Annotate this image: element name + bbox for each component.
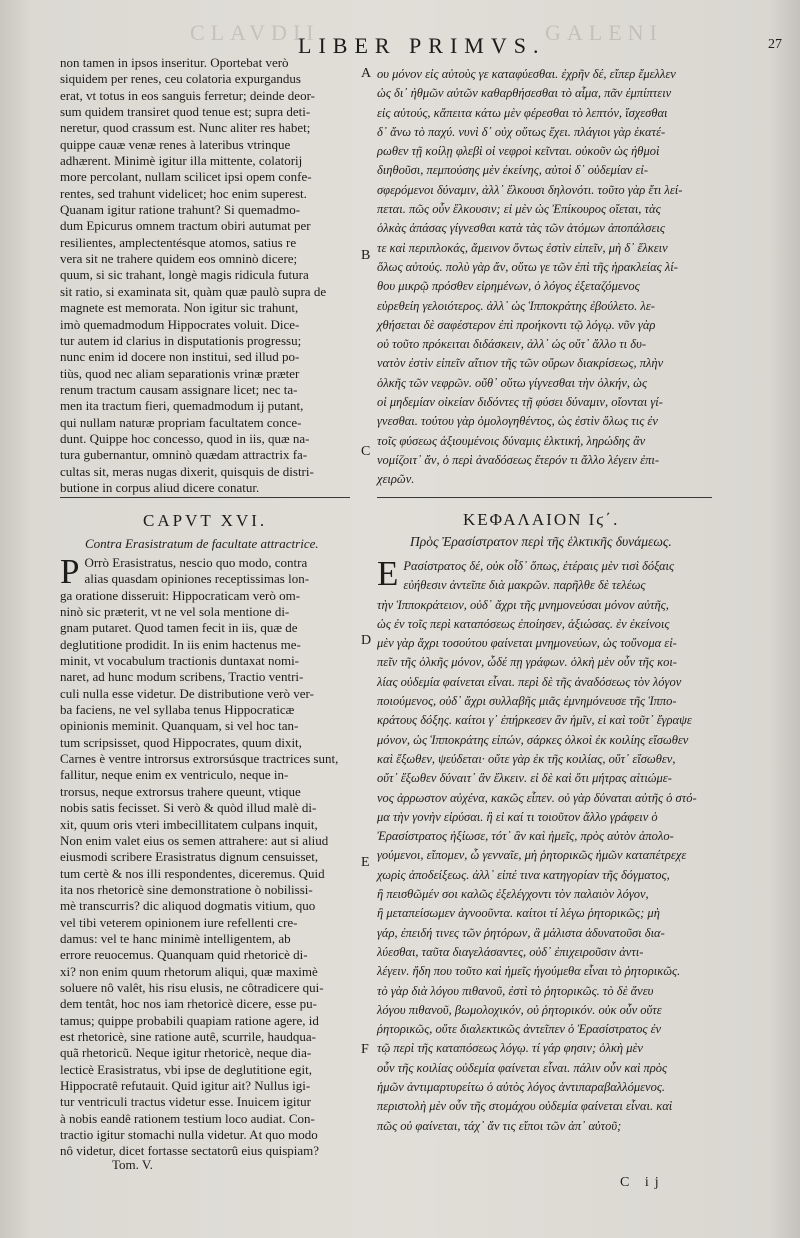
latin-line: à nobis eandê rationem testium loco audiat. Con- <box>60 1110 315 1126</box>
latin-line: Carnes è ventre introrsus extrorsúsque tractrices sunt, <box>60 751 339 767</box>
latin-line: damus: vel te hanc minimè intelligentem, ab <box>60 930 291 946</box>
greek-line: ἢ μεταπείσωμεν ἀγνοοῦντα. καίτοι τί λέγω ῥητορικῶς; μὴ <box>377 906 660 921</box>
volume-label: Tom. V. <box>112 1157 153 1172</box>
latin-line: tura gubernantur, omninò quædam attractrix fa- <box>60 447 308 463</box>
greek-line: ρωθεν τῇ κοίλῃ φλεβὶ οἱ νεφροὶ κεῖνται. οὐκοῦν ὡς ἠθμοὶ <box>377 144 660 159</box>
latin-line: more percolant, nullam scilicet ipsi opem confe- <box>60 169 312 185</box>
greek-line: τὴν Ἱπποκράτειον, οὐδ᾽ ἄχρι τῆς μνημονεύσαι μόνον αὐτῆς, <box>377 597 669 612</box>
greek-line: ποιούμενος, οὐδ᾽ ἄχρι συλλαβῆς μιᾶς ἐμνημόνευσε τῆς Ἱππο- <box>377 694 677 709</box>
greek-line: γούμενοι, εἴπομεν, ὦ γενναῖε, μὴ ῥητορικῶς ἡμῶν καταπέτρεχε <box>377 848 687 863</box>
margin-letter-d: D <box>361 633 372 648</box>
latin-line: dem tentât, hoc nos iam rhetoricè dicere, esse pu- <box>60 996 318 1012</box>
greek-line: σφερόμενοι δύναμιν, ἀλλ᾽ ἕλκουσι δηλονότι. τοῦτο γὰρ ἔτι λεί- <box>377 182 683 197</box>
margin-letter-f: F <box>361 1042 369 1057</box>
latin-line: minit, vt vocabulum tractionis duntaxat nomi- <box>60 653 300 669</box>
section-rule-right <box>377 497 712 498</box>
greek-line: τε καὶ περιπλοκάς, ἄμεινον ὄντως ἐστὶν εἰπεῖν, μὴ δ᾽ ἕλκειν <box>377 240 668 255</box>
latin-line: naret, ad hunc modum scribens, Tractio ventri- <box>60 669 304 685</box>
greek-line: λέγειν. ἤδη που τοῦτο καὶ ἡμεῖς ἡγούμεθα εἶναι τὸ ῥητορικῶς. <box>377 964 681 979</box>
latin-line: men ita tractum fieri, quemadmodum ij putant, <box>60 398 304 414</box>
latin-line: trorsus, neque extrorsus trahere queunt, vtique <box>60 783 301 799</box>
latin-line: fallitur, neque enim ex ventriculo, neque in- <box>60 767 289 783</box>
greek-line: Ρασίστρατος δέ, οὐκ οἶδ᾽ ὅπως, ἑτέραις μὲν τισὶ δόξαις <box>403 559 675 573</box>
greek-line: εὐήθεσιν ἀντεῖπε διὰ μακρῶν. παρῆλθε δὲ τελέως <box>403 578 646 593</box>
greek-line: πεῖν τῆς ὁλκῆς μόνον, ὧδέ πῃ γράφων. ὁλκὴ μὲν οὖν τῆς κοι- <box>377 655 677 670</box>
latin-chapter-lines <box>60 552 360 1160</box>
greek-line: λόγου πιθανοῦ, βωμολοχικόν, οὐ ῥητορικόν. οὐκ οὖν οὔτε <box>377 1002 662 1017</box>
latin-line: cultas sit, meras nugas dixerit, quisquis de distri- <box>60 463 314 479</box>
bleed-through-text-right: GALENI <box>545 20 663 45</box>
greek-line: διηθοῦσι, πεμπούσης μὲν ἐκείνης, αὐτοὶ δ᾽ οὐδεμίαν εἰ- <box>377 163 649 178</box>
latin-line: ga oratione disseruit: Hippocraticam verò om- <box>60 587 301 603</box>
margin-letter-c: C <box>361 444 371 459</box>
greek-line: θου μικρῷ πρόσθεν εἰρημένων, ὁ λόγος ἐξεταζόμενος <box>377 279 640 294</box>
latin-line: opinionis meminit. Quanquam, si vel hoc tan- <box>60 718 299 734</box>
signature-mark: C ij <box>620 1175 665 1190</box>
latin-line: quum, si sic trahant, longè magis ridicula futura <box>60 267 309 283</box>
greek-line: ἡμῶν ἀντιμαρτυρείτω ὁ αὐτὸς λόγος ἀντιπαραβαλλόμενος. <box>377 1080 666 1095</box>
drop-cap-greek: Ε <box>377 554 399 593</box>
greek-line: οἱ μηδεμίαν οἰκείαν διδόντες τῇ φύσει δύναμιν, οἴονται γί- <box>377 395 663 410</box>
greek-line: ὡς δι᾽ ἠθμῶν αὐτῶν καθαρθήσεσθαι τὸ αἷμα, πᾶν ἐμπίπτειν <box>377 86 672 101</box>
latin-line: tum certè & nos illi respondentes, diceremus. Quid <box>60 865 325 881</box>
latin-line: gnam putaret. Quod tamen fecit in iis, quæ de <box>60 620 298 636</box>
latin-line: adhærent. Minimè igitur illa mittente, colatorij <box>60 153 303 169</box>
latin-line: sum quidem transiret quod tenue est; supra deti- <box>60 104 311 120</box>
greek-line: περιστολὴ μὲν οὖν τῆς στομάχου οὐδεμία φαίνεται εἶναι. καὶ <box>377 1099 673 1114</box>
greek-line: γνεσθαι. τούτου γὰρ ὁμολογηθέντος, ὡς ἐστὶν ὅλως τις ἐν <box>377 414 658 429</box>
greek-text-top <box>377 65 712 490</box>
latin-line: qui nullam naturæ propriam facultatem conce- <box>60 414 302 430</box>
greek-line: οὔτ᾽ ἔξωθεν δύναιτ᾽ ἂν ἕλκειν. εἰ δὲ καὶ ὅτι μήτρας αἰτιώμε- <box>377 771 672 786</box>
greek-line: οὖν τῆς κοιλίας οὐδεμία φαίνεται εἶναι. πάλιν οὖν καὶ πρὸς <box>377 1060 668 1075</box>
latin-line: quã rhetoricũ. Neque igitur rhetoricè, neque dia- <box>60 1045 312 1061</box>
greek-line: Ἐρασίστρατος ἠξίωσε, τότ᾽ ἂν καὶ ἡμεῖς, πρὸς αὐτὸν ἀπολο- <box>377 829 674 844</box>
greek-line: ὁλκὰς ἁπάσας γίγνεσθαι κατὰ τὰς τῶν ἀτόμων ἀποπάλσεις <box>377 221 665 236</box>
latin-line: resilientes, amplectentésque atomos, satius re <box>60 234 297 250</box>
latin-line: sit ratio, si examinata sit, quàm quæ paulò supra de <box>60 283 327 299</box>
greek-line: λίας οὐδεμία φαίνεται εἶναι. περὶ δὲ τῆς ἀναδόσεως τὸν λόγον <box>377 674 682 689</box>
latin-line: tiùs, quod nec aliam separationis vrinæ præter <box>60 365 300 381</box>
latin-line: nô videtur, dicet fortasse sectatorû eius quispiam? <box>60 1143 320 1159</box>
latin-line: tum scripsisset, quod Hippocrates, quum dixit, <box>60 734 302 750</box>
latin-text-top <box>60 55 360 496</box>
bleed-through-text-left: CLAVDII <box>190 20 320 45</box>
chapter-subtitle-latin: Contra Erasistratum de facultate attractrice. <box>85 536 319 551</box>
margin-letter-a: A <box>361 66 372 81</box>
greek-line: τῷ περὶ τῆς καταπόσεως λόγῳ. τί γάρ φησιν; ὁλκὴ μὲν <box>377 1041 643 1056</box>
greek-line: νατὸν ἐστὶν εἰπεῖν αἴτιον τῆς τῶν οὔρων διακρίσεως, πλὴν <box>377 356 664 371</box>
greek-line: ὁλκῆς τῶν νεφρῶν. οὔθ᾽ οὕτω γίγνεσθαι τὴν ὁλκήν, ὡς <box>377 375 648 390</box>
latin-line: deglutitione prodidit. In iis enim hactenus me- <box>60 636 301 652</box>
greek-line: ἢ πεισθῶμέν σοι καλῶς ἐξελέγχοντι τὸν παλαιὸν λόγον, <box>377 887 649 902</box>
chapter-title-latin: CAPVT XVI. <box>143 511 268 530</box>
greek-line: νος ἀρρωστον αὐχένα, κακῶς εἶπεν. οὐ γὰρ δύναται αὐτῆς ὁ στό- <box>377 790 697 805</box>
greek-line: καὶ ἔξωθεν, ψεύδεται· οὔτε γὰρ ἐκ τῆς κοιλίας, οὔτ᾽ εἴσωθεν, <box>377 751 676 766</box>
latin-line: erat, vt totus in eos sanguis ferretur; deinde deor- <box>60 87 315 103</box>
chapter-title-greek: ΚΕΦΑΛΑΙΟΝ Ιϛ΄. <box>463 510 620 529</box>
margin-letter-e: E <box>361 855 370 870</box>
latin-line: alias quasdam opiniones receptissimas lon- <box>84 571 310 587</box>
latin-line: tur autem id clarius in disputationis progressu; <box>60 332 302 348</box>
greek-line: μὲν γὰρ ἄχρι τοσούτου φαίνεται μνημονεύων, ὡς τοὔνομα εἰ- <box>377 636 677 651</box>
greek-line: λύεσθαι, ταῦτα διαγελάσαντες, οὐδ᾽ ἐπιχειροῦσιν ἀντι- <box>377 944 644 959</box>
latin-line: Non enim valet eius os semen attrahere: aut si aliud <box>60 832 329 848</box>
greek-line: πῶς οὐ φαίνεται, τάχ᾽ ἄν τις εἴποι τῶν ἀπ᾽ αὐτοῦ; <box>377 1118 622 1133</box>
greek-line: εἰς αὐτούς, κἄπειτα κάτω μὲν φέρεσθαι τὸ λεπτόν, ἴσχεσθαι <box>377 105 668 120</box>
greek-line: μα τὴν γονὴν εἰρύσαι. ἢ εἰ καί τι τοιοῦτον ἄλλο γράφειν ὁ <box>377 809 658 824</box>
margin-letter-b: B <box>361 248 371 263</box>
latin-line: butione in corpus aliud dicere conatur. <box>60 479 260 495</box>
greek-line: χωρὶς ἀποδείξεως. ἀλλ᾽ εἰπέ τινα κατηγορίαν τῆς δόγματος, <box>377 867 670 882</box>
greek-line: τὸ γὰρ διὰ λόγου πιθανοῦ, ἐστὶ τὸ ῥητορικῶς. τὸ δὲ ἄνευ <box>377 983 654 998</box>
latin-line: errore reuocemus. Quanquam quid rhetoricè di- <box>60 947 308 963</box>
drop-cap-latin: P <box>60 552 80 591</box>
greek-line: ὡς ἐν τοῖς περὶ καταπόσεως ἐποίησεν, ἀξιώσας. ἐν ἐκείνοις <box>377 616 670 631</box>
latin-line: non tamen in ipsos inseritur. Oportebat verò <box>60 55 289 70</box>
latin-line: nobis satis fecisset. Si verò & quòd illud malè di- <box>60 800 317 816</box>
greek-line: χειρῶν. <box>377 472 415 487</box>
section-rule-left <box>60 497 350 498</box>
latin-line: dum Epicurus omnem tractum obiri autumat per <box>60 218 311 234</box>
latin-line: Hippocratê refutauit. Quid igitur ait? Nullus igi- <box>60 1078 311 1093</box>
greek-line: κράτους δόξης. καίτοι γ᾽ ἐπήρκεσεν ἂν ἡμῖν, εἰ καὶ τοῦτ᾽ ἔγραψε <box>377 713 692 728</box>
latin-line: Orrò Erasistratus, nescio quo modo, contra <box>84 555 308 570</box>
latin-line: xi? non enim quum rhetorum aliqui, quæ maximè <box>60 963 318 979</box>
latin-line: vera sit ne trahere quidem eos omninò dicere; <box>60 251 298 267</box>
greek-line: μόνον, ὡς Ἱπποκράτης εἰπών, σάρκες ὁλκοὶ ἐκ κοιλίης εἴσωθεν <box>377 732 689 747</box>
greek-line: χθήσεται δὲ σαφέστερον ἐπὶ προήκοντι τῷ λόγῳ. νῦν γὰρ <box>377 317 656 332</box>
latin-line: xit, quum oris vteri imbecillitatem culpans inquit, <box>60 816 318 832</box>
latin-line: magnete est memorata. Non igitur sic trahunt, <box>60 300 299 316</box>
greek-line: γάρ, ἐπειδή τινες τῶν ῥητόρων, ἃ μάλιστα ἀδυνατοῦσι δια- <box>377 925 665 940</box>
latin-line: eiusmodi scribere Erasistratus dignum censuisset, <box>60 849 319 865</box>
greek-line: νομίζοιτ᾽ ἄν, ὁ περὶ ἀναδόσεως ἕτερόν τι ἄλλο λέγειν ἐπι- <box>377 452 659 467</box>
latin-text-chapter <box>60 552 360 1160</box>
greek-line: ὅλως αὐτούς. πολὺ γὰρ ἄν, οὕτω γε τῶν ἐπὶ τῆς ἡρακλείας λί- <box>377 259 678 274</box>
running-head-title: LIBER PRIMVS. <box>298 33 546 58</box>
greek-line: ου μόνον εἰς αὐτοὺς γε καταφύεσθαι. ἐχρῆν δέ, εἴπερ ἔμελλεν <box>377 67 676 81</box>
latin-line: imò quemadmodum Hippocrates voluit. Dice- <box>60 316 300 332</box>
chapter-subtitle-greek: Πρὸς Ἐρασίστρατον περὶ τῆς ἑλκτικῆς δυνάμεως. <box>410 534 672 549</box>
latin-line: tractio igitur stomachi nulla videtur. At quo modo <box>60 1127 318 1143</box>
greek-text-chapter <box>377 554 712 1136</box>
latin-line: soluere nô valêt, his risu elusis, ne côtradicere qui- <box>60 979 324 995</box>
latin-line: tamus; quippe probabili quapiam ratione agere, id <box>60 1012 319 1028</box>
page-number: 27 <box>768 37 782 52</box>
latin-line: vel tibi veterem opinionem iure refellenti cre- <box>60 914 298 930</box>
latin-line: ita nos rhetoricè sine demonstratione ò nobilissi- <box>60 881 313 897</box>
latin-line: culi nulla esse videtur. De distributione verò ver- <box>60 685 314 701</box>
latin-line: mè transcurris? dic aliquod dogmatis vitium, quo <box>60 898 316 914</box>
latin-line: ninò sic præterit, vt ne vel sola mentione di- <box>60 604 290 620</box>
greek-line: ῥητορικῶς, οὔτε διαλεκτικῶς ἀντεῖπεν ὁ Ἐρασίστρατος ἐν <box>377 1022 662 1037</box>
latin-line: neretur, quod crassum est. Nunc aliter res habet; <box>60 120 311 136</box>
latin-line: quippe cauæ venæ renes à lateribus vtrinque <box>60 136 291 152</box>
latin-line: renum tractum causam assignare licet; nec ta- <box>60 381 298 397</box>
latin-line: ba faciens, ne vel syllaba tenus Hippocraticæ <box>60 702 295 718</box>
greek-line: πεται. πῶς οὖν ἕλκουσιν; εἰ μὲν ὡς Ἐπίκουρος οἴεται, τὰς <box>377 202 661 217</box>
greek-chapter-lines <box>377 554 712 1136</box>
latin-line: siquidem per renes, ceu colatoria expurgandus <box>60 71 301 87</box>
latin-line: est rhetoricè, sine ratione autê, scurrile, haudqua- <box>60 1028 316 1044</box>
greek-line: δ᾽ ἄνω τὸ παχύ. νυνὶ δ᾽ οὐχ οὕτως ἔχει. πλάγιοι γὰρ ἑκατέ- <box>377 124 666 139</box>
greek-line: οὐ τοῦτο πρόκειται διδάσκειν, ἀλλ᾽ ὡς οὔτ᾽ ἄλλο τι δυ- <box>377 337 646 352</box>
latin-line: Quanam igitur ratione trahunt? Si quemadmo- <box>60 202 301 218</box>
latin-line: tur ventriculi tractus videtur esse. Inuicem igitur <box>60 1094 311 1110</box>
greek-line: τοῖς φύσεως ἀξιουμένοις δύναμις ἑλκτική, ληρώδης ἂν <box>377 433 646 448</box>
latin-line: dunt. Quippe hoc concesso, quod in iis, quæ na- <box>60 430 310 446</box>
latin-line: lecticè Erasistratus, vbi ipse de deglutitione egit, <box>60 1061 312 1077</box>
greek-line: εὑρεθείη γελοιότερος. ἀλλ᾽ ὡς Ἱπποκράτης ἐβούλετο. λε- <box>377 298 655 313</box>
latin-line: nunc enim id docere non institui, sed illud po- <box>60 349 300 365</box>
latin-line: rentes, sed trahunt videlicet; hoc enim superest. <box>60 185 307 201</box>
